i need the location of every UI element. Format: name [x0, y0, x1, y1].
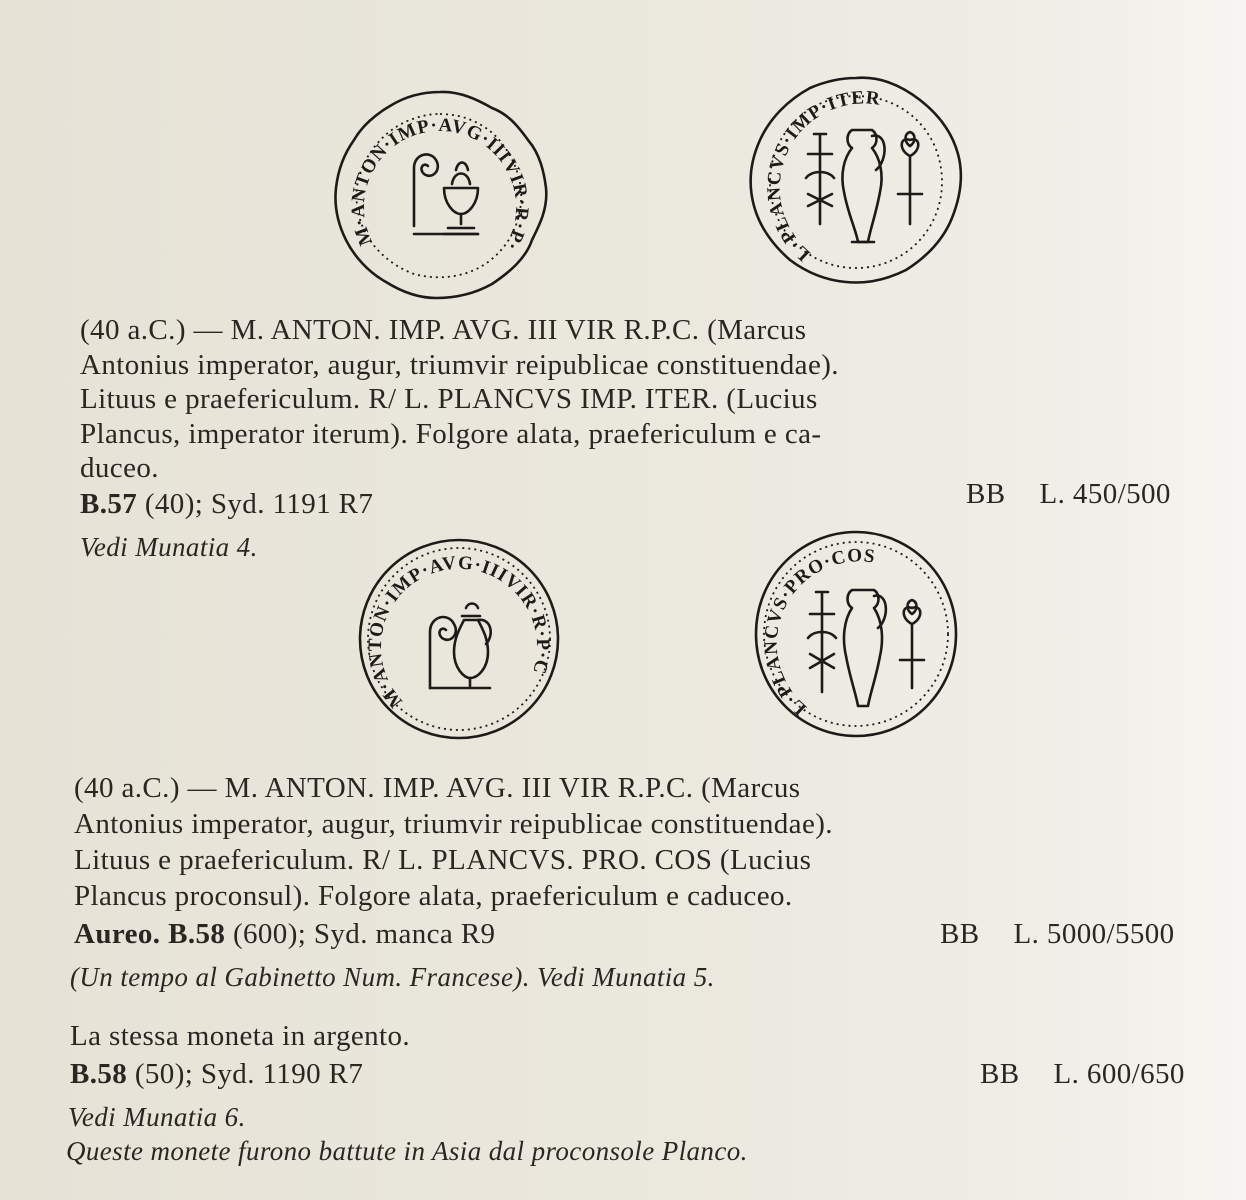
entry-3-reference	[70, 1058, 363, 1091]
grade: BB	[980, 1058, 1020, 1090]
entry-3-intro: La stessa moneta in argento.	[70, 1020, 411, 1052]
reference-code: Aureo. B.58	[74, 918, 226, 950]
coin-legend: M·ANTON·IMP·AVG·IIIVIR·R·P·C	[364, 552, 554, 712]
reference-code: B.58	[70, 1058, 128, 1090]
entry-1-line-1: (40 a.C.) — M. ANTON. IMP. AVG. III VIR R.P.C. (Marcus	[80, 314, 807, 346]
coin-illustration	[752, 528, 960, 740]
grade: BB	[966, 478, 1006, 510]
entry-2-reference	[74, 918, 495, 951]
entry-1-line-2: Antonius imperator, augur, triumvir reipublicae constituendae).	[80, 349, 839, 381]
svg-text:M·ANTON·IMP·AVG·IIIVIR·R·P·C	[325, 72, 533, 254]
coin-antony-obverse-1	[324, 72, 550, 302]
entry-1-line-3: Lituus e praefericulum. R/ L. PLANCVS IMP. ITER. (Lucius	[80, 383, 818, 415]
entry-2-line-4: Plancus proconsul). Folgore alata, praefericulum e caduceo.	[74, 880, 793, 912]
coin-legend: M·ANTON·IMP·AVG·IIIVIR·R·P·C	[324, 72, 533, 255]
coin-antony-obverse-2	[356, 536, 562, 742]
entry-2-valuation	[940, 918, 1175, 951]
entry-1-reference	[80, 488, 373, 521]
entry-1-valuation	[966, 478, 1171, 511]
reference-details: (600); Syd. manca R9	[225, 918, 496, 950]
entry-1-line-4: Plancus, imperator iterum). Folgore alata, praefericulum e ca-	[80, 418, 822, 450]
coin-legend: L·PLANCVS·IMP·ITER	[763, 87, 882, 265]
entry-3-note-2: Queste monete furono battute in Asia dal proconsole Planco.	[66, 1136, 748, 1166]
entry-3-valuation	[980, 1058, 1185, 1091]
entry-2-line-3: Lituus e praefericulum. R/ L. PLANCVS. PRO. COS (Lucius	[74, 844, 812, 876]
entry-3-note-1: Vedi Munatia 6.	[68, 1102, 246, 1132]
entry-1-line-5: duceo.	[80, 452, 159, 484]
entry-1-note: Vedi Munatia 4.	[80, 532, 258, 562]
reference-code: B.57	[80, 488, 138, 520]
coin-plancus-reverse-1	[748, 74, 966, 288]
entry-2-line-2: Antonius imperator, augur, triumvir reipublicae constituendae).	[74, 808, 833, 840]
coin-legend: L·PLANCVS·PRO·COS	[760, 545, 877, 720]
price: L. 450/500	[1039, 478, 1171, 510]
reference-details: (50); Syd. 1190 R7	[127, 1058, 364, 1090]
coin-plancus-reverse-2	[752, 528, 960, 740]
reference-details: (40); Syd. 1191 R7	[137, 488, 374, 520]
coin-illustration	[356, 536, 562, 742]
entry-2-note: (Un tempo al Gabinetto Num. Francese). Vedi Munatia 5.	[70, 962, 715, 992]
price: L. 600/650	[1053, 1058, 1185, 1090]
entry-2-line-1: (40 a.C.) — M. ANTON. IMP. AVG. III VIR R.P.C. (Marcus	[74, 772, 801, 804]
grade: BB	[940, 918, 980, 950]
svg-text:L·PLANCVS·IMP·ITER	[764, 87, 882, 265]
coin-illustration	[748, 74, 966, 288]
coin-illustration	[324, 72, 550, 302]
price: L. 5000/5500	[1013, 918, 1175, 950]
